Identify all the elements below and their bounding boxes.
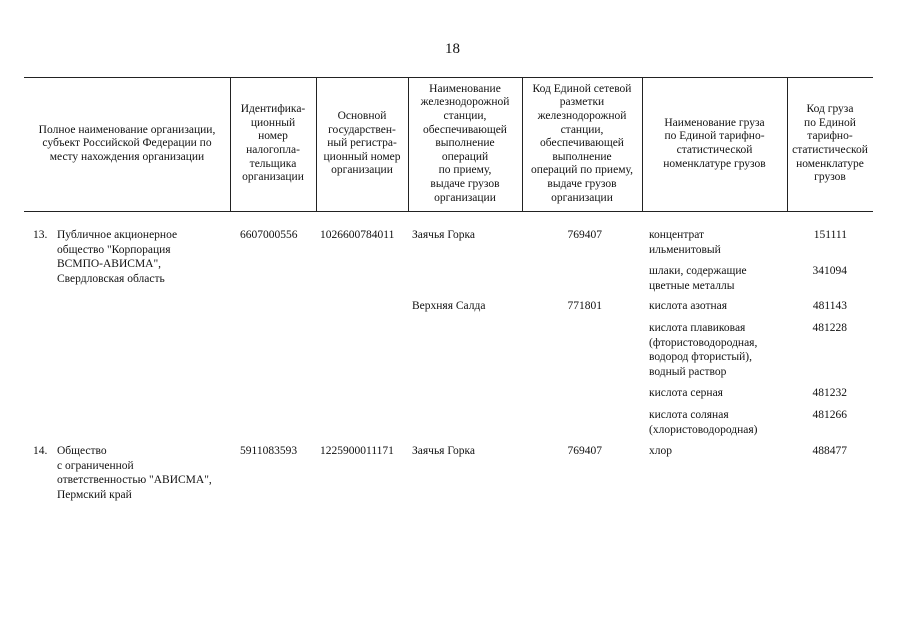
cargo-code: 341094 [812,265,847,277]
cargo-name: хлор [649,445,672,457]
cargo-name: концентрат ильменитовый [649,229,721,256]
cargo-code: 488477 [812,445,847,457]
inn-value: 5911083593 [240,445,298,457]
page-number: 18 [445,41,460,57]
table-header-bottom-rule [24,211,873,212]
cargo-code: 481232 [812,387,847,399]
cargo-name: кислота серная [649,387,723,399]
station-code: 769407 [567,445,602,457]
header-station-code: Код Единой сетевой разметки железнодорожной станции, обеспечивающей выполнение операций по приему, выдаче грузов организации [531,82,633,204]
header-cargo-code: Код груза по Единой тарифно- статистической номенклатуре грузов [792,103,868,184]
station-code: 769407 [567,229,602,241]
inn-value: 6607000556 [240,229,298,241]
ogrn-value: 1225900011171 [320,445,394,457]
station-code: 771801 [567,300,602,312]
cargo-code: 481228 [812,322,847,334]
cargo-name: кислота азотная [649,300,728,312]
station-name: Заячья Горка [412,445,476,457]
cargo-code: 481266 [812,409,847,421]
header-inn: Идентифика- ционный номер налогопла- тельщика организации [240,103,306,184]
row-number: 13. [33,229,48,241]
station-name: Заячья Горка [412,229,476,241]
cargo-name: шлаки, содержащие цветные металлы [649,265,747,292]
header-ogrn: Основной государствен- ный регистра- ционный номер организации [323,110,401,177]
organization-name: Публичное акционерное общество "Корпорация ВСМПО-АВИСМА", Свердловская область [57,229,178,285]
cargo-code: 151111 [813,229,847,241]
header-station-name: Наименование железнодорожной станции, обеспечивающей выполнение операций по приему, выдаче грузов организации [420,82,510,204]
row-number: 14. [33,445,48,457]
ogrn-value: 1026600784011 [320,229,395,241]
header-cargo-name: Наименование груза по Единой тарифно- статистической номенклатуре грузов [663,116,766,170]
header-organization: Полное наименование организации, субъект Российской Федерации по месту нахождения организации [38,123,216,163]
station-name: Верхняя Салда [412,300,486,312]
cargo-code: 481143 [812,300,847,312]
cargo-name: кислота плавиковая (фтористоводородная, водород фтористый), водный раствор [649,322,758,378]
cargo-name: кислота соляная (хлористоводородная) [649,409,758,436]
organization-name: Общество с ограниченной ответственностью "АВИСМА", Пермский край [57,445,212,501]
